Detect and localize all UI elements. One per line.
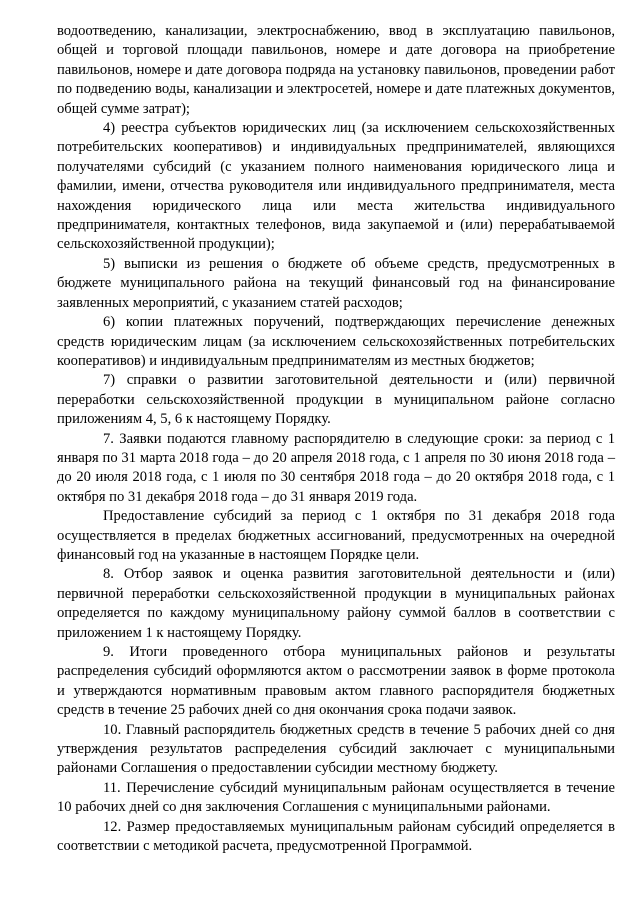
paragraph-continuation: водоотведению, канализации, электроснабжению, ввод в эксплуатацию павильонов, общей и торговой площади павильонов, номере и дате договора на приобретение павильонов, номере и дате договора подряда на установку павильонов, проведении работ по подведению воды, канализации и электросетей, номере и дате платежных документов, общей сумме затрат);	[57, 23, 615, 117]
paragraph-section-12: 12. Размер предоставляемых муниципальным районам субсидий определяется в соответствии с методикой расчета, предусмотренной Программой.	[57, 818, 615, 855]
paragraph-item-4: 4) реестра субъектов юридических лиц (за исключением сельскохозяйственных потребительских кооперативов) и индивидуальных предпринимателей, являющихся получателями субсидий (с указанием полного наименования юридического лица и фамилии, имени, отчества руководителя или индивидуального предпринимателя, места нахождения юридического лица или места жительства индивидуального предпринимателя, контактных телефонов, вида закупаемой и (или) перерабатываемой сельскохозяйственной продукции);	[57, 120, 615, 253]
paragraph-item-5: 5) выписки из решения о бюджете об объеме средств, предусмотренных в бюджете муниципального района на текущий финансовый год на финансирование заявленных мероприятий, с указанием статей расходов;	[57, 255, 615, 311]
paragraph-section-8: 8. Отбор заявок и оценка развития заготовительной деятельности и (или) первичной переработки сельскохозяйственной продукции в муниципальных районах определяется по каждому муниципальному району суммой баллов в соответствии с приложением 1 к настоящему Порядку.	[57, 566, 615, 641]
paragraph-section-11: 11. Перечисление субсидий муниципальным районам осуществляется в течение 10 рабочих дней со дня заключения Соглашения с муниципальными районами.	[57, 779, 615, 816]
paragraph-section-7: 7. Заявки подаются главному распорядителю в следующие сроки: за период с 1 января по 31 марта 2018 года – до 20 апреля 2018 года, с 1 апреля по 30 июня 2018 года – до 20 июля 2018 года, с 1 июля по 30 сентября 2018 года – до 20 октября 2018 года, с 1 октября по 31 декабря 2018 года – до 31 января 2019 года.	[57, 430, 615, 505]
paragraph-section-10: 10. Главный распорядитель бюджетных средств в течение 5 рабочих дней со дня утверждения результатов распределения субсидий заключает с муниципальными районами Соглашения о предоставлении субсидии местному бюджету.	[57, 721, 615, 777]
paragraph-section-9: 9. Итоги проведенного отбора муниципальных районов и результаты распределения субсидий оформляются актом о рассмотрении заявок в форме протокола и утверждаются нормативным правовым актом главного распорядителя бюджетных средств в течение 25 рабочих дней со дня окончания срока подачи заявок.	[57, 644, 615, 719]
document-body	[57, 22, 615, 856]
paragraph-item-6: 6) копии платежных поручений, подтверждающих перечисление денежных средств юридическим лицам (за исключением сельскохозяйственных потребительских кооперативов) и индивидуальным предпринимателям из местных бюджетов;	[57, 314, 615, 369]
paragraph-item-7: 7) справки о развитии заготовительной деятельности и (или) первичной переработки сельскохозяйственной продукции в муниципальном районе согласно приложениям 4, 5, 6 к настоящему Порядку.	[57, 372, 615, 428]
paragraph-subsidy-period: Предоставление субсидий за период с 1 октября по 31 декабря 2018 года осуществляется в пределах бюджетных ассигнований, предусмотренных на очередной финансовый год на указанные в настоящем Порядке цели.	[57, 508, 615, 563]
